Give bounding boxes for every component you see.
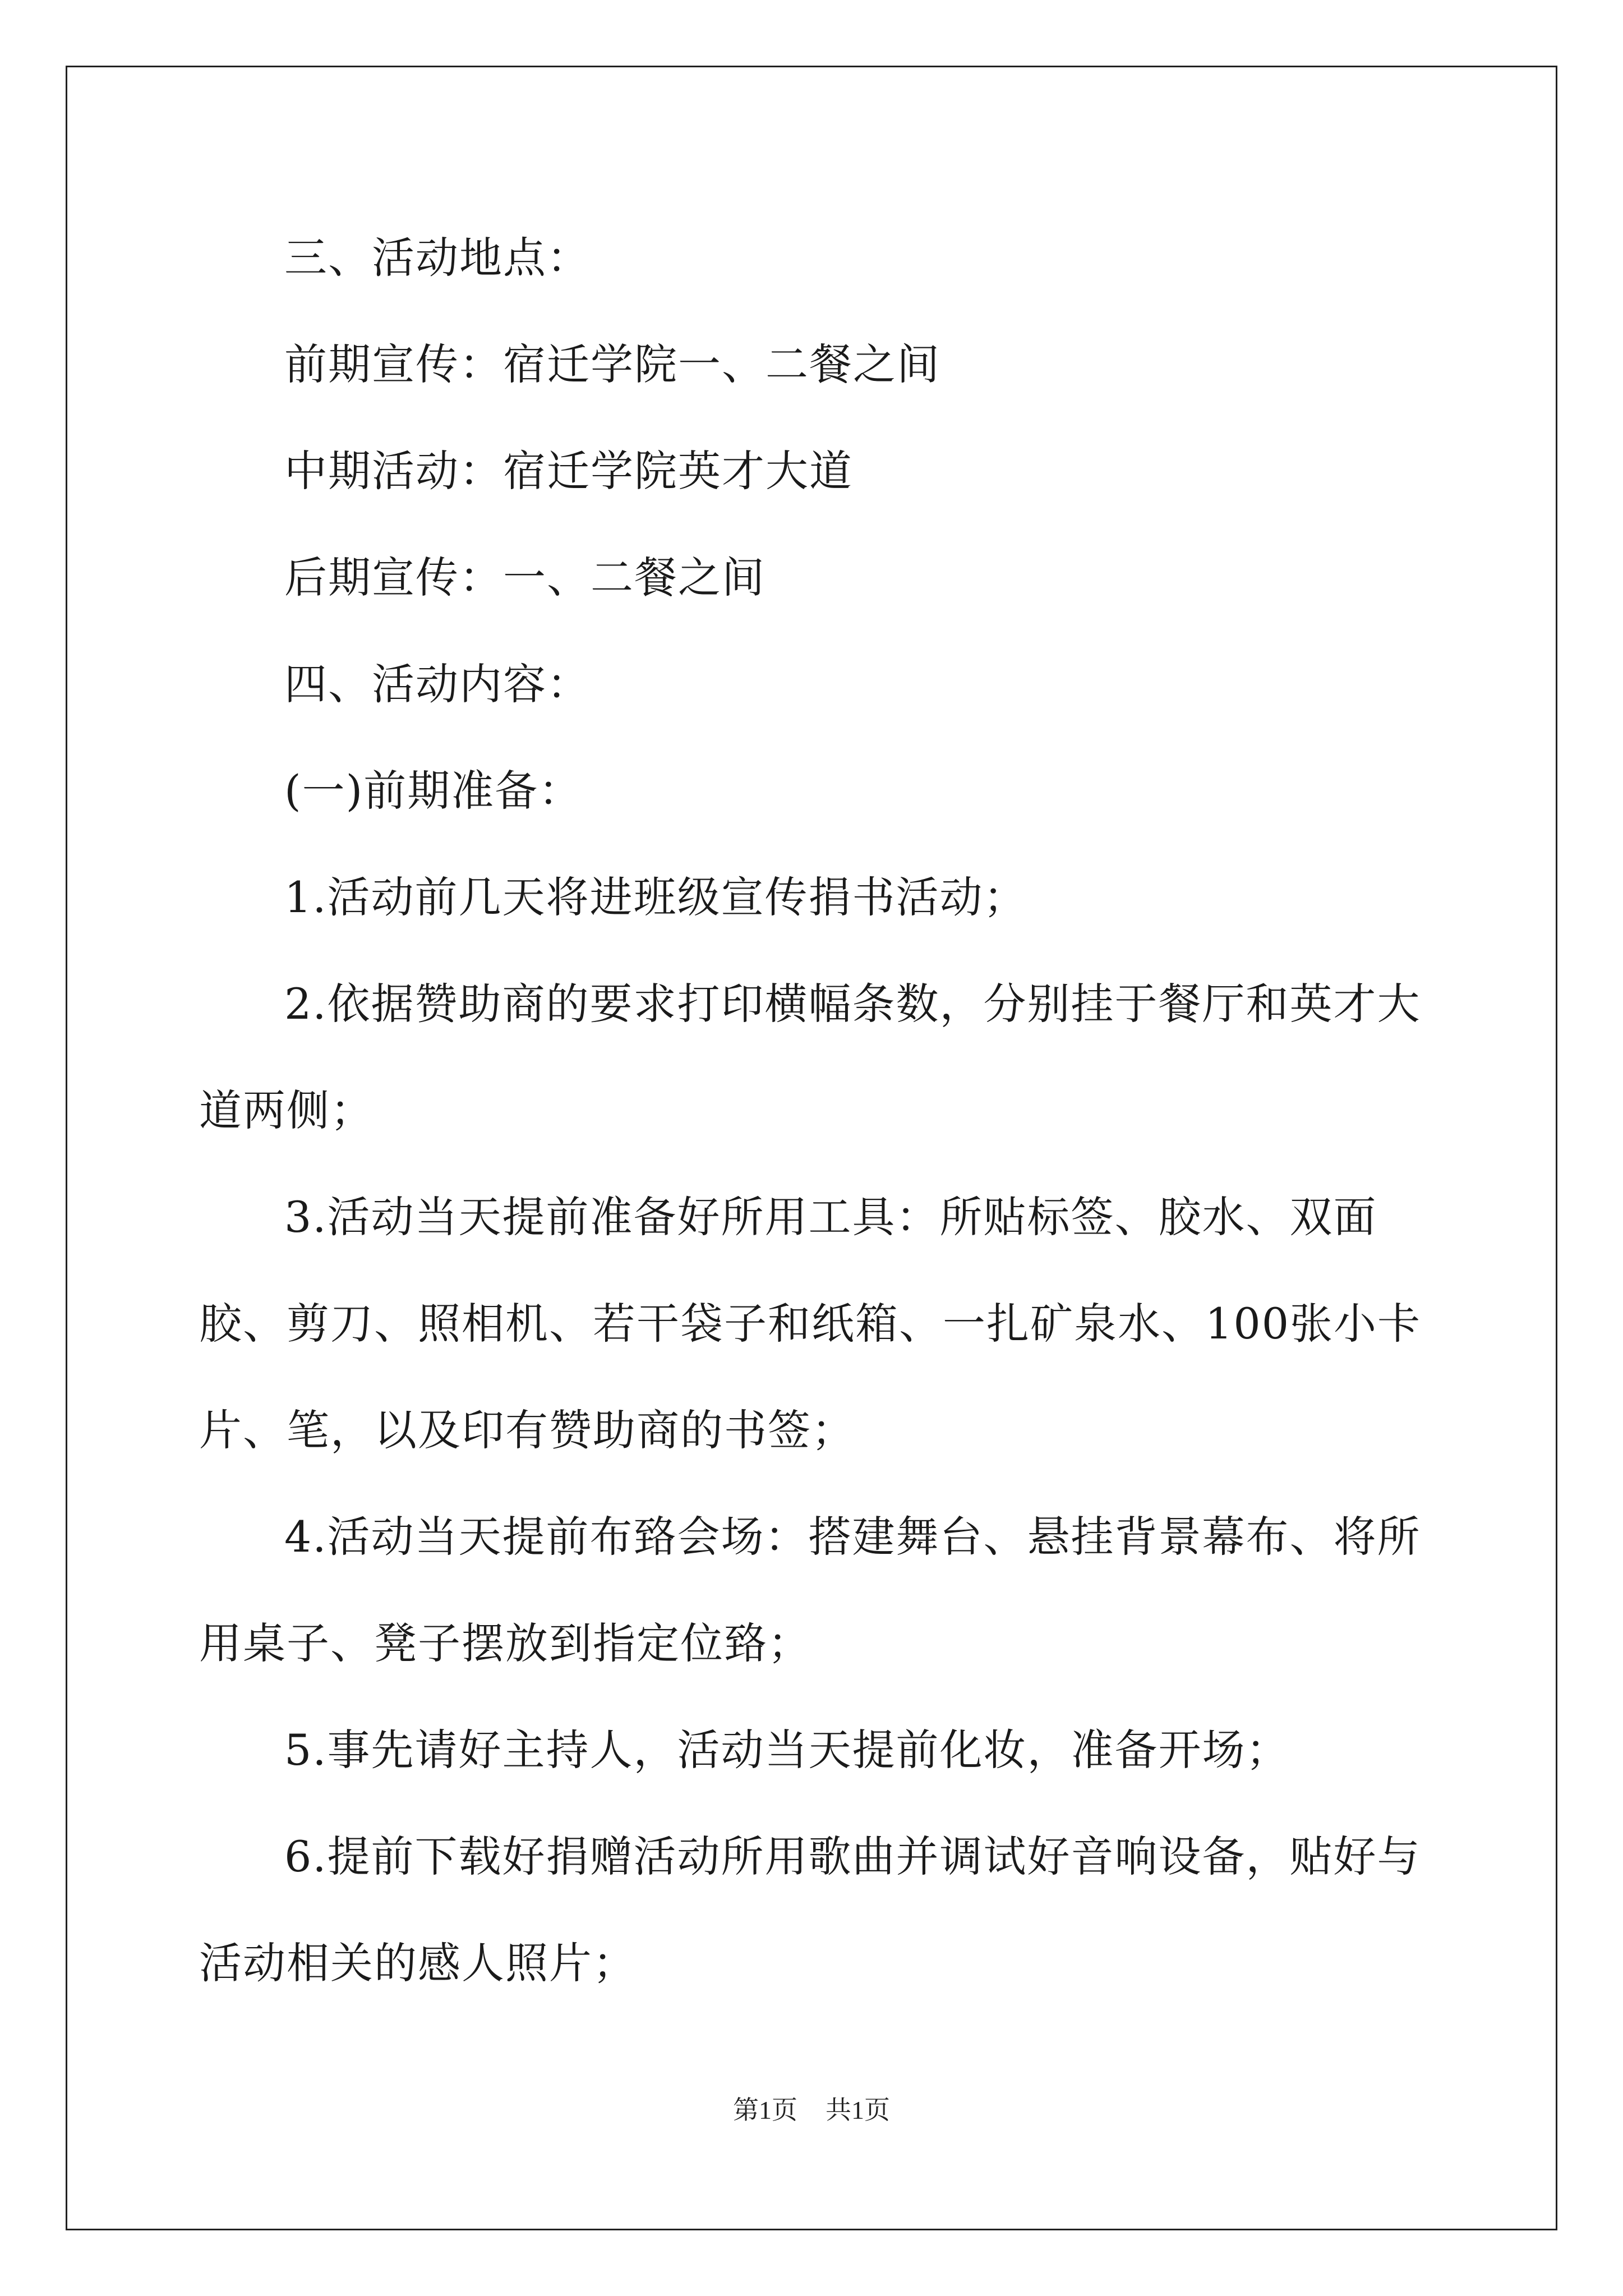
- list-item-4: 4.活动当天提前布臵会场：搭建舞台、悬挂背景幕布、将所用桌子、凳子摆放到指定位臵；: [199, 1512, 1421, 1668]
- list-item-3: 3.活动当天提前准备好所用工具：所贴标签、胶水、双面胶、剪刀、照相机、若干袋子和纸箱、一扎矿泉水、100张小卡片、笔，以及印有赞助商的书签；: [199, 1192, 1422, 1455]
- page-number-current: 第1页: [733, 2096, 797, 2124]
- document-body: [199, 205, 1430, 2017]
- paragraph-early-promotion: 前期宣传：宿迁学院一、二餐之间: [284, 339, 940, 389]
- page-number-total: 共1页: [826, 2096, 890, 2124]
- section-heading-location: 三、活动地点：: [284, 233, 591, 283]
- page-footer: [0, 2090, 1623, 2127]
- subsection-heading-preparation: (一)前期准备：: [284, 766, 583, 816]
- paragraph-late-promotion: 后期宣传：一、二餐之间: [284, 553, 766, 602]
- paragraph-mid-activity: 中期活动：宿迁学院英才大道: [284, 446, 853, 496]
- list-item-1: 1.活动前几天将进班级宣传捐书活动；: [284, 872, 1027, 922]
- list-item-2: 2.依据赞助商的要求打印横幅条数，分别挂于餐厅和英才大道两侧；: [199, 979, 1421, 1135]
- section-heading-content: 四、活动内容：: [284, 659, 591, 709]
- list-item-5: 5.事先请好主持人，活动当天提前化妆，准备开场；: [284, 1725, 1290, 1775]
- list-item-6: 6.提前下载好捐赠活动所用歌曲并调试好音响设备，贴好与活动相关的感人照片；: [199, 1832, 1421, 1988]
